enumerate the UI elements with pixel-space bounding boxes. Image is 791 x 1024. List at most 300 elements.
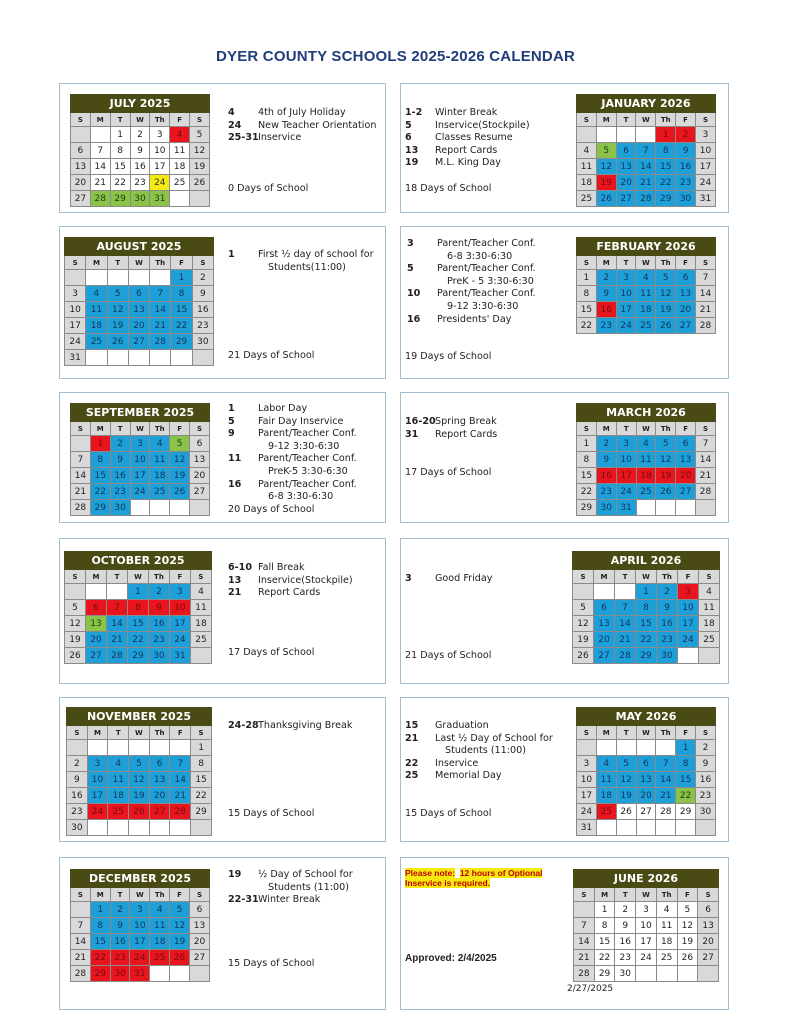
day-cell: 27 — [676, 318, 696, 334]
day-cell: 10 — [577, 772, 597, 788]
day-cell: 16 — [148, 616, 169, 632]
empty-day-cell — [698, 966, 719, 982]
event-text: Fair Day Inservice — [258, 415, 344, 427]
event-date: 19 — [405, 157, 419, 169]
weekday-header: W — [636, 570, 657, 584]
july-events — [228, 107, 376, 145]
empty-day-cell — [128, 350, 149, 366]
day-cell: 1 — [110, 127, 130, 143]
day-cell: 12 — [170, 918, 190, 934]
day-cell: 16 — [596, 468, 616, 484]
event-line — [407, 263, 536, 276]
event-line — [228, 453, 357, 466]
empty-day-cell — [574, 902, 595, 918]
day-cell: 5 — [129, 756, 150, 772]
event-line — [228, 132, 376, 145]
day-cell: 14 — [150, 302, 171, 318]
february-month-header: FEBRUARY 2026 — [577, 238, 716, 256]
weekday-header: W — [127, 570, 148, 584]
weekday-header: S — [71, 422, 91, 436]
weekday-header: T — [615, 888, 636, 902]
day-cell: 3 — [616, 436, 636, 452]
day-cell: 11 — [636, 286, 656, 302]
event-date: 9 — [228, 428, 235, 440]
day-cell: 28 — [71, 966, 91, 982]
day-cell: 20 — [616, 175, 636, 191]
event-line — [407, 288, 536, 301]
june-month-header: JUNE 2026 — [574, 870, 719, 888]
event-line — [228, 562, 353, 575]
day-cell: 5 — [170, 436, 190, 452]
day-cell: 21 — [695, 302, 715, 318]
event-line — [228, 416, 357, 429]
day-cell: 15 — [636, 616, 657, 632]
day-cell: 20 — [676, 468, 696, 484]
event-line — [405, 157, 530, 170]
day-cell: 24 — [695, 175, 715, 191]
day-cell: 24 — [678, 632, 699, 648]
day-cell: 14 — [71, 934, 91, 950]
empty-day-cell — [170, 191, 190, 207]
day-cell: 4 — [170, 127, 190, 143]
empty-day-cell — [129, 820, 150, 836]
weekday-header: T — [107, 256, 128, 270]
day-cell: 5 — [107, 286, 128, 302]
day-cell: 27 — [189, 950, 209, 966]
event-text: Inservice — [435, 757, 479, 769]
weekday-header: W — [129, 726, 150, 740]
empty-day-cell — [90, 127, 110, 143]
event-text: ½ Day of School for — [258, 869, 353, 880]
event-text: Parent/Teacher Conf. — [258, 453, 357, 465]
weekday-header: S — [71, 888, 91, 902]
day-cell: 17 — [150, 159, 170, 175]
day-cell: 17 — [130, 934, 150, 950]
weekday-header: Th — [656, 726, 676, 740]
event-date: 22 — [405, 757, 419, 769]
february-calendar — [576, 237, 716, 334]
weekday-header: Th — [148, 570, 169, 584]
day-cell: 11 — [699, 600, 720, 616]
day-cell: 27 — [149, 804, 170, 820]
day-cell: 8 — [656, 143, 676, 159]
empty-day-cell — [150, 966, 170, 982]
weekday-header: F — [170, 113, 190, 127]
day-cell: 1 — [676, 740, 696, 756]
day-cell: 22 — [110, 175, 130, 191]
empty-day-cell — [636, 820, 656, 836]
event-line — [405, 758, 553, 771]
empty-day-cell — [573, 584, 594, 600]
event-text: New Teacher Orientation — [258, 119, 377, 131]
day-cell: 26 — [170, 484, 190, 500]
event-text: 9-12 3:30-6:30 — [268, 440, 340, 452]
empty-day-cell — [190, 648, 211, 664]
day-cell: 14 — [695, 286, 715, 302]
weekday-header: W — [636, 256, 656, 270]
event-line — [228, 882, 353, 895]
day-cell: 22 — [90, 950, 110, 966]
event-line — [405, 107, 530, 120]
day-cell: 24 — [636, 950, 657, 966]
weekday-header: S — [577, 113, 597, 127]
may-events — [405, 720, 553, 783]
day-cell: 30 — [67, 820, 88, 836]
day-cell: 21 — [615, 632, 636, 648]
event-date: 4 — [228, 107, 235, 118]
day-cell: 23 — [130, 175, 150, 191]
weekday-header: M — [86, 256, 107, 270]
day-cell: 20 — [676, 302, 696, 318]
day-cell: 26 — [190, 175, 210, 191]
empty-day-cell — [596, 820, 616, 836]
event-text: Report Cards — [435, 428, 498, 440]
day-cell: 4 — [150, 436, 170, 452]
empty-day-cell — [128, 270, 149, 286]
day-cell: 11 — [190, 600, 211, 616]
empty-day-cell — [85, 584, 106, 600]
day-cell: 4 — [596, 756, 616, 772]
day-cell: 21 — [656, 788, 676, 804]
day-cell: 11 — [596, 772, 616, 788]
march-days-of-school: 17 Days of School — [405, 467, 492, 478]
day-cell: 7 — [170, 756, 191, 772]
empty-day-cell — [616, 127, 636, 143]
event-text: Winter Break — [435, 107, 498, 118]
day-cell: 1 — [90, 902, 110, 918]
event-date: 5 — [228, 415, 235, 427]
event-date: 5 — [405, 119, 412, 131]
empty-day-cell — [87, 820, 108, 836]
empty-day-cell — [86, 350, 107, 366]
event-text: PreK-5 3:30-6:30 — [268, 465, 348, 477]
day-cell: 24 — [169, 632, 190, 648]
day-cell: 29 — [90, 500, 110, 516]
day-cell: 8 — [594, 918, 615, 934]
event-date: 21 — [228, 587, 242, 599]
weekday-header: T — [110, 888, 130, 902]
empty-day-cell — [149, 820, 170, 836]
july-days-of-school: 0 Days of School — [228, 183, 309, 194]
day-cell: 1 — [90, 436, 110, 452]
day-cell: 3 — [87, 756, 108, 772]
day-cell: 23 — [676, 175, 696, 191]
weekday-header: S — [695, 113, 715, 127]
event-date: 24-28 — [228, 720, 259, 731]
event-line — [407, 251, 536, 264]
day-cell: 30 — [110, 966, 130, 982]
empty-day-cell — [676, 500, 696, 516]
weekday-header: M — [596, 256, 616, 270]
weekday-header: M — [596, 113, 616, 127]
day-cell: 18 — [596, 788, 616, 804]
day-cell: 14 — [574, 934, 595, 950]
day-cell: 16 — [192, 302, 213, 318]
event-text: PreK - 5 3:30-6:30 — [447, 275, 534, 287]
day-cell: 26 — [170, 950, 190, 966]
weekday-header: W — [130, 113, 150, 127]
day-cell: 22 — [636, 632, 657, 648]
day-cell: 14 — [90, 159, 110, 175]
day-cell: 16 — [596, 302, 616, 318]
weekday-header: T — [616, 726, 636, 740]
event-text: Students (11:00) — [445, 745, 526, 757]
day-cell: 3 — [577, 756, 597, 772]
day-cell: 10 — [130, 918, 150, 934]
empty-day-cell — [65, 584, 86, 600]
march-calendar — [576, 403, 716, 516]
day-cell: 5 — [656, 436, 676, 452]
day-cell: 26 — [677, 950, 698, 966]
event-text: Classes Resume — [435, 132, 513, 144]
event-date: 13 — [228, 574, 242, 586]
empty-day-cell — [656, 966, 677, 982]
day-cell: 23 — [596, 318, 616, 334]
october-calendar — [64, 551, 212, 664]
day-cell: 10 — [130, 452, 150, 468]
weekday-header: T — [616, 256, 636, 270]
day-cell: 16 — [67, 788, 88, 804]
day-cell: 15 — [577, 302, 597, 318]
event-line — [405, 745, 553, 758]
day-cell: 9 — [148, 600, 169, 616]
june-calendar — [573, 869, 719, 982]
weekday-header: W — [128, 256, 149, 270]
event-date: 31 — [405, 428, 419, 440]
weekday-header: F — [678, 570, 699, 584]
event-line — [405, 429, 497, 442]
day-cell: 30 — [596, 500, 616, 516]
december-calendar — [70, 869, 210, 982]
day-cell: 25 — [190, 632, 211, 648]
day-cell: 16 — [676, 159, 696, 175]
weekday-header: T — [110, 113, 130, 127]
day-cell: 20 — [149, 788, 170, 804]
september-calendar — [70, 403, 210, 516]
day-cell: 4 — [150, 902, 170, 918]
event-text: Winter Break — [258, 894, 321, 906]
day-cell: 26 — [616, 804, 636, 820]
event-text: 4th of July Holiday — [258, 107, 346, 118]
day-cell: 19 — [656, 468, 676, 484]
empty-day-cell — [170, 740, 191, 756]
weekday-header: Th — [150, 256, 171, 270]
weekday-header: S — [574, 888, 595, 902]
weekday-header: M — [594, 888, 615, 902]
day-cell: 29 — [171, 334, 192, 350]
day-cell: 21 — [574, 950, 595, 966]
event-line — [407, 301, 536, 314]
weekday-header: F — [677, 888, 698, 902]
empty-day-cell — [656, 500, 676, 516]
day-cell: 9 — [657, 600, 678, 616]
day-cell: 19 — [596, 175, 616, 191]
event-line — [228, 720, 352, 733]
event-text: Students (11:00) — [268, 881, 349, 893]
day-cell: 12 — [190, 143, 210, 159]
september-month-header: SEPTEMBER 2025 — [71, 404, 210, 422]
day-cell: 10 — [616, 286, 636, 302]
day-cell: 26 — [596, 191, 616, 207]
day-cell: 23 — [192, 318, 213, 334]
weekday-header: F — [170, 888, 190, 902]
day-cell: 27 — [85, 648, 106, 664]
august-calendar — [64, 237, 214, 366]
day-cell: 1 — [636, 584, 657, 600]
day-cell: 3 — [65, 286, 86, 302]
day-cell: 15 — [676, 772, 696, 788]
day-cell: 9 — [130, 143, 150, 159]
empty-day-cell — [170, 820, 191, 836]
page-title: DYER COUNTY SCHOOLS 2025-2026 CALENDAR — [215, 48, 576, 65]
day-cell: 12 — [656, 286, 676, 302]
empty-day-cell — [129, 740, 150, 756]
day-cell: 15 — [656, 159, 676, 175]
day-cell: 15 — [577, 468, 597, 484]
empty-day-cell — [615, 584, 636, 600]
day-cell: 22 — [676, 788, 696, 804]
day-cell: 9 — [596, 452, 616, 468]
event-line — [228, 491, 357, 504]
day-cell: 5 — [170, 902, 190, 918]
weekday-header: S — [65, 256, 86, 270]
october-month-header: OCTOBER 2025 — [65, 552, 212, 570]
day-cell: 1 — [127, 584, 148, 600]
day-cell: 16 — [657, 616, 678, 632]
weekday-header: S — [191, 726, 212, 740]
optional-inservice-note — [405, 868, 542, 888]
event-date: 19 — [228, 869, 242, 880]
event-date: 22-31 — [228, 894, 259, 906]
weekday-header: F — [676, 113, 696, 127]
empty-day-cell — [67, 740, 88, 756]
weekday-header: S — [190, 570, 211, 584]
day-cell: 19 — [190, 159, 210, 175]
day-cell: 18 — [190, 616, 211, 632]
empty-day-cell — [696, 500, 716, 516]
day-cell: 27 — [128, 334, 149, 350]
weekday-header: Th — [656, 256, 676, 270]
day-cell: 31 — [577, 820, 597, 836]
day-cell: 21 — [696, 468, 716, 484]
day-cell: 18 — [150, 468, 170, 484]
december-month-header: DECEMBER 2025 — [71, 870, 210, 888]
november-events — [228, 720, 352, 733]
day-cell: 25 — [577, 191, 597, 207]
day-cell: 12 — [170, 452, 190, 468]
event-line — [405, 733, 553, 746]
day-cell: 25 — [86, 334, 107, 350]
weekday-header: Th — [656, 422, 676, 436]
day-cell: 15 — [594, 934, 615, 950]
day-cell: 10 — [636, 918, 657, 934]
day-cell: 29 — [594, 966, 615, 982]
event-line — [228, 249, 374, 262]
day-cell: 29 — [90, 966, 110, 982]
day-cell: 19 — [65, 632, 86, 648]
july-calendar — [70, 94, 210, 207]
event-line — [405, 770, 553, 783]
day-cell: 22 — [127, 632, 148, 648]
day-cell: 14 — [170, 772, 191, 788]
day-cell: 28 — [106, 648, 127, 664]
day-cell: 21 — [636, 175, 656, 191]
day-cell: 20 — [636, 788, 656, 804]
day-cell: 4 — [636, 270, 656, 286]
day-cell: 11 — [108, 772, 129, 788]
day-cell: 1 — [577, 270, 597, 286]
empty-day-cell — [577, 127, 597, 143]
day-cell: 16 — [110, 934, 130, 950]
day-cell: 2 — [192, 270, 213, 286]
day-cell: 1 — [191, 740, 212, 756]
day-cell: 5 — [616, 756, 636, 772]
empty-day-cell — [86, 270, 107, 286]
event-line — [405, 132, 530, 145]
day-cell: 17 — [678, 616, 699, 632]
day-cell: 4 — [86, 286, 107, 302]
empty-day-cell — [87, 740, 108, 756]
weekday-header: S — [698, 888, 719, 902]
day-cell: 9 — [192, 286, 213, 302]
day-cell: 22 — [171, 318, 192, 334]
day-cell: 23 — [67, 804, 88, 820]
day-cell: 26 — [129, 804, 150, 820]
day-cell: 18 — [656, 934, 677, 950]
event-text: Fall Break — [258, 562, 305, 573]
day-cell: 7 — [695, 270, 715, 286]
april-days-of-school: 21 Days of School — [405, 650, 492, 661]
empty-day-cell — [106, 584, 127, 600]
empty-day-cell — [190, 500, 210, 516]
day-cell: 19 — [573, 632, 594, 648]
day-cell: 19 — [170, 934, 190, 950]
august-events — [228, 249, 374, 274]
day-cell: 25 — [636, 484, 656, 500]
weekday-header: S — [71, 113, 91, 127]
day-cell: 14 — [656, 772, 676, 788]
empty-day-cell — [71, 436, 91, 452]
day-cell: 6 — [190, 436, 210, 452]
day-cell: 17 — [616, 302, 636, 318]
empty-day-cell — [190, 191, 210, 207]
day-cell: 6 — [128, 286, 149, 302]
day-cell: 25 — [170, 175, 190, 191]
weekday-header: T — [108, 726, 129, 740]
event-text: Report Cards — [435, 144, 498, 156]
weekday-header: M — [87, 726, 108, 740]
event-date: 16 — [407, 313, 421, 325]
approved-date: Approved: 2/4/2025 — [405, 953, 497, 964]
september-events — [228, 403, 357, 504]
day-cell: 6 — [594, 600, 615, 616]
day-cell: 26 — [107, 334, 128, 350]
day-cell: 24 — [130, 950, 150, 966]
day-cell: 23 — [596, 484, 616, 500]
empty-day-cell — [696, 820, 716, 836]
day-cell: 17 — [616, 468, 636, 484]
day-cell: 8 — [90, 918, 110, 934]
day-cell: 19 — [129, 788, 150, 804]
empty-day-cell — [656, 820, 676, 836]
day-cell: 6 — [698, 902, 719, 918]
weekday-header: W — [636, 113, 656, 127]
day-cell: 13 — [594, 616, 615, 632]
day-cell: 18 — [699, 616, 720, 632]
event-line — [228, 479, 357, 492]
event-line — [228, 107, 376, 120]
day-cell: 27 — [71, 191, 91, 207]
